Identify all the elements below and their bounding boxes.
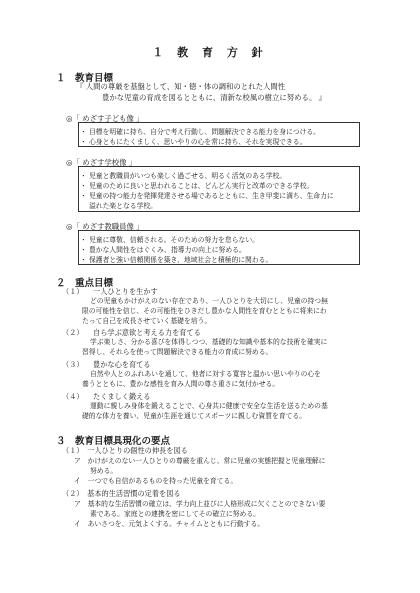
subsection-1-line: イ 一つでも自信があるものを持った児童を育てる。 xyxy=(74,477,238,485)
staff-item xyxy=(80,234,259,244)
subsection-2-line: ア 基本的な生活習慣の確立は、学力向上並びに人格形成に欠くことのできない要 xyxy=(74,500,326,508)
bullet-icon: ・ xyxy=(80,236,87,244)
point-2-title: 自ら学ぶ意欲と考える力を育てる xyxy=(93,328,201,337)
staff-item xyxy=(80,244,246,254)
school-item-continued: 溢れた楽となる学校。 xyxy=(89,202,157,210)
subsection-2-line: イ あいさつを、元気よくする。チャイムとともに行動する。 xyxy=(74,520,265,528)
point-3-line: 養うとともに、豊かな感性を育み人間の尊さ重さに気付かせる。 xyxy=(82,380,280,388)
section-2-heading: ２ 重点目標 xyxy=(56,278,114,289)
staff-item-text: 豊かな人間性をはぐくみ、指導力の向上に努める。 xyxy=(89,246,246,254)
point-3-title: 豊かな心を育てる xyxy=(93,360,151,369)
children-item xyxy=(80,126,320,136)
bullet-icon: ・ xyxy=(80,138,87,146)
point-4-title: たくましく鍛える xyxy=(93,392,151,401)
subsection-1-title: （１） 一人ひとりの個性の伸長を図る xyxy=(62,446,188,455)
bullet-icon: ・ xyxy=(80,246,87,254)
point-1-number: （１） xyxy=(62,287,84,296)
staff-header: ◎「 めざす教職員像 」 xyxy=(66,222,144,231)
staff-item xyxy=(80,254,272,264)
school-item-text: 児童のために良いと思われることは、どんどん実行と改革のできる学校。 xyxy=(89,182,314,190)
point-1-line: たって自己を成長させていく基礎を培う。 xyxy=(82,317,212,325)
bullet-icon: ・ xyxy=(80,172,87,180)
school-item xyxy=(80,170,286,180)
subsection-1-line: 努める。 xyxy=(90,467,118,475)
point-1-line: 限の可能性を信じ、その可能性をひきだし豊かな人間性を育むとともに将来にわ xyxy=(82,307,327,315)
staff-item-text: 保護者と強い信頼関係を築き、地域社会と積極的に関わる。 xyxy=(89,256,273,264)
school-item xyxy=(80,190,334,200)
subsection-2-line: 素である。家庭との連携を密にしてその確立に努める。 xyxy=(90,510,260,518)
school-header: ◎「 めざす学校像 」 xyxy=(66,158,137,167)
staff-item-text: 児童に尊敬、信頼される。そのための努力を怠らない。 xyxy=(89,236,259,244)
children-header: ◎「 めざす子ども像 」 xyxy=(66,114,144,123)
point-3-line: 自然や人とのふれあいを通して、他者に対する寛容と温かい思いやりの心を xyxy=(90,370,321,378)
subsection-1-line: ア かけがえのない一人ひとりの尊厳を重んじ、常に児童の実態把握と児童理解に xyxy=(74,457,326,465)
children-item-text: 目標を明確に持ち、自分で考え行動し、問題解決できる能力を身につける。 xyxy=(89,128,320,136)
goal-line-1: 『 人間の尊厳を基盤として、知・徳・体の調和のとれた人間性 xyxy=(76,82,286,91)
bullet-icon: ・ xyxy=(80,182,87,190)
point-3-number: （３） xyxy=(62,360,84,369)
school-item-text: 児童と教職員がいつも楽しく過ごせる、明るく活気のある学校。 xyxy=(89,172,287,180)
section-3-heading: ３ 教育目標具現化の要点 xyxy=(56,436,171,447)
bullet-icon: ・ xyxy=(80,128,87,136)
point-1-line: どの児童もかけがえのない存在であり、一人ひとりを大切にし、児童の持つ無 xyxy=(90,297,328,305)
point-4-line: 運動に親しみ身体を鍛えることで、心身共に健康で安全な生活を送るための基 xyxy=(90,402,328,410)
children-item-text: 心身ともにたくましく、思いやりの心を常に持ち、それを実現できる。 xyxy=(89,138,307,146)
goal-line-2: 豊かな児童の育成を図るとともに、清新な校風の樹立に努める。 』 xyxy=(102,93,327,102)
bullet-icon: ・ xyxy=(80,192,87,200)
bullet-icon: ・ xyxy=(80,256,87,264)
point-2-number: （２） xyxy=(62,328,84,337)
point-2-line: 学ぶ楽しさ、分かる喜びを体得しつつ、基礎的な知識や基本的な技術を確実に xyxy=(90,338,328,346)
point-4-number: （４） xyxy=(62,392,84,401)
section-1-heading: １ 教育目標 xyxy=(56,73,114,84)
page-title: １ 教 育 方 針 xyxy=(152,46,268,59)
point-1-title: 一人ひとりを生かす xyxy=(93,287,158,296)
point-4-line: 礎的な体力を養い、児童が生涯を通じてスポーツに親しむ資質を育てる。 xyxy=(82,412,307,420)
subsection-2-title: （２） 基本的生活習慣の定着を図る xyxy=(62,489,181,498)
point-2-line: 習得し、それらを使って問題解決できる能力の育成に努める。 xyxy=(82,348,273,356)
school-item-text: 児童の持つ能力を発揮発達させる場であるとともに、生き甲斐に満ち、生命力に xyxy=(89,192,334,200)
school-item xyxy=(80,180,313,190)
children-item xyxy=(80,136,306,146)
